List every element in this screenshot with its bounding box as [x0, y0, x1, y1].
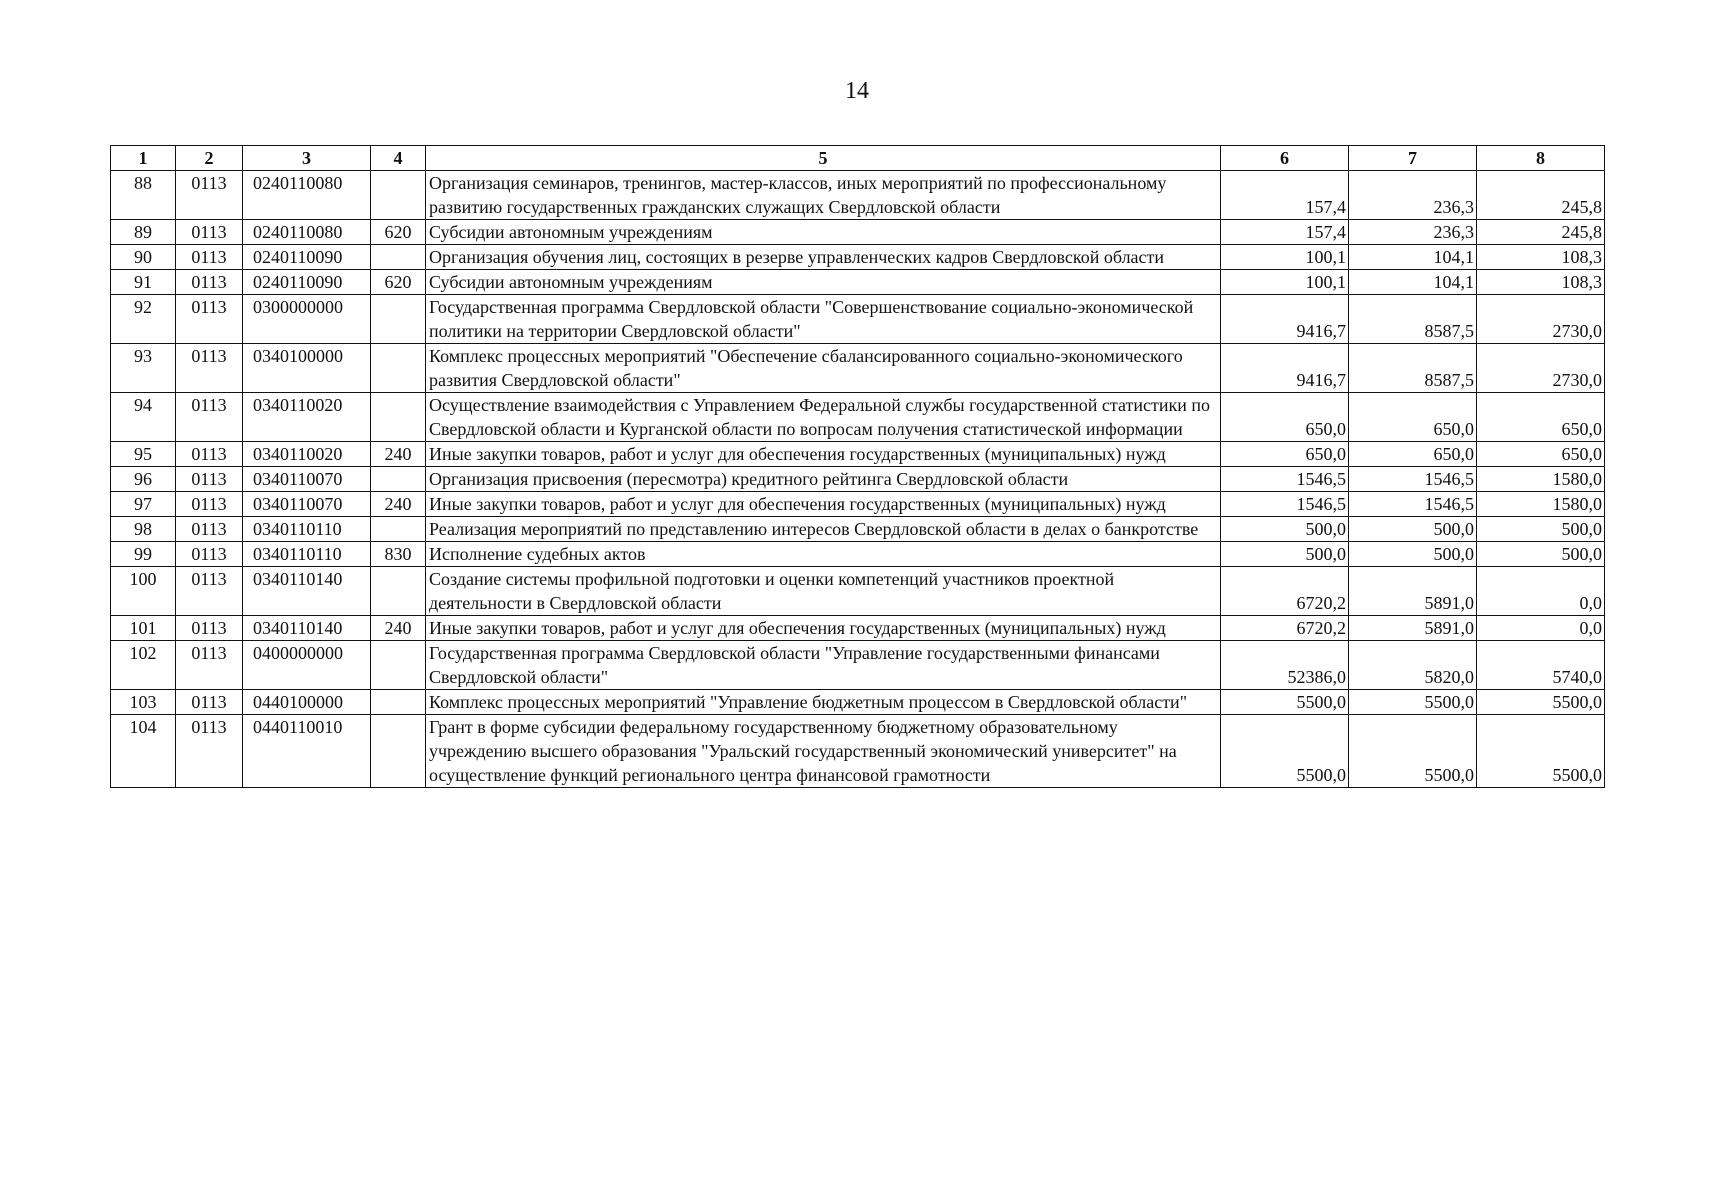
- section-code: 0113: [176, 344, 243, 393]
- expense-type-code: [371, 690, 426, 715]
- item-name: Грант в форме субсидии федеральному государственному бюджетному образовательному учреждению высшего образования "Уральский государственный экономический университет" на осуществление функций регионального центра финансовой грамотности: [426, 715, 1221, 788]
- amount-col-8: 1580,0: [1477, 492, 1605, 517]
- amount-col-7: 650,0: [1349, 393, 1477, 442]
- row-number: 104: [111, 715, 176, 788]
- item-name: Исполнение судебных актов: [426, 542, 1221, 567]
- row-number: 97: [111, 492, 176, 517]
- item-name: Создание системы профильной подготовки и оценки компетенций участников проектной деятельности в Свердловской области: [426, 567, 1221, 616]
- expense-type-code: 240: [371, 616, 426, 641]
- amount-col-6: 5500,0: [1221, 715, 1349, 788]
- target-article-code: 0440110010: [243, 715, 371, 788]
- amount-col-6: 650,0: [1221, 393, 1349, 442]
- target-article-code: 0240110090: [243, 270, 371, 295]
- item-name: Государственная программа Свердловской области "Управление государственными финансами Свердловской области": [426, 641, 1221, 690]
- table-row: [111, 467, 1605, 492]
- amount-col-6: 6720,2: [1221, 616, 1349, 641]
- header-row: [111, 146, 1605, 171]
- table-row: [111, 344, 1605, 393]
- section-code: 0113: [176, 467, 243, 492]
- table-row: [111, 393, 1605, 442]
- row-number: 91: [111, 270, 176, 295]
- table-row: [111, 245, 1605, 270]
- amount-col-7: 236,3: [1349, 220, 1477, 245]
- target-article-code: 0340110070: [243, 467, 371, 492]
- item-name: Субсидии автономным учреждениям: [426, 270, 1221, 295]
- row-number: 98: [111, 517, 176, 542]
- table-row: [111, 542, 1605, 567]
- row-number: 90: [111, 245, 176, 270]
- section-code: 0113: [176, 442, 243, 467]
- amount-col-7: 1546,5: [1349, 467, 1477, 492]
- row-number: 96: [111, 467, 176, 492]
- table-row: [111, 492, 1605, 517]
- amount-col-7: 5820,0: [1349, 641, 1477, 690]
- row-number: 93: [111, 344, 176, 393]
- amount-col-8: 500,0: [1477, 517, 1605, 542]
- table-body: [111, 171, 1605, 788]
- amount-col-6: 1546,5: [1221, 492, 1349, 517]
- amount-col-6: 157,4: [1221, 220, 1349, 245]
- table-row: [111, 171, 1605, 220]
- amount-col-6: 157,4: [1221, 171, 1349, 220]
- amount-col-8: 2730,0: [1477, 295, 1605, 344]
- amount-col-8: 245,8: [1477, 171, 1605, 220]
- amount-col-6: 52386,0: [1221, 641, 1349, 690]
- amount-col-6: 500,0: [1221, 542, 1349, 567]
- expense-type-code: [371, 467, 426, 492]
- header-col-7: 7: [1349, 146, 1477, 171]
- target-article-code: 0400000000: [243, 641, 371, 690]
- amount-col-6: 100,1: [1221, 245, 1349, 270]
- expense-type-code: 830: [371, 542, 426, 567]
- target-article-code: 0340100000: [243, 344, 371, 393]
- section-code: 0113: [176, 220, 243, 245]
- table-row: [111, 715, 1605, 788]
- item-name: Комплекс процессных мероприятий "Управление бюджетным процессом в Свердловской области": [426, 690, 1221, 715]
- target-article-code: 0340110020: [243, 393, 371, 442]
- target-article-code: 0340110020: [243, 442, 371, 467]
- item-name: Организация обучения лиц, состоящих в резерве управленческих кадров Свердловской области: [426, 245, 1221, 270]
- expense-type-code: 620: [371, 220, 426, 245]
- amount-col-8: 5740,0: [1477, 641, 1605, 690]
- amount-col-7: 650,0: [1349, 442, 1477, 467]
- row-number: 89: [111, 220, 176, 245]
- item-name: Реализация мероприятий по представлению интересов Свердловской области в делах о банкротстве: [426, 517, 1221, 542]
- section-code: 0113: [176, 171, 243, 220]
- amount-col-7: 236,3: [1349, 171, 1477, 220]
- amount-col-6: 9416,7: [1221, 295, 1349, 344]
- expense-type-code: [371, 171, 426, 220]
- header-col-8: 8: [1477, 146, 1605, 171]
- section-code: 0113: [176, 393, 243, 442]
- row-number: 102: [111, 641, 176, 690]
- row-number: 92: [111, 295, 176, 344]
- section-code: 0113: [176, 641, 243, 690]
- header-col-6: 6: [1221, 146, 1349, 171]
- amount-col-6: 9416,7: [1221, 344, 1349, 393]
- amount-col-6: 5500,0: [1221, 690, 1349, 715]
- amount-col-8: 5500,0: [1477, 715, 1605, 788]
- amount-col-8: 650,0: [1477, 442, 1605, 467]
- expense-type-code: [371, 344, 426, 393]
- amount-col-7: 8587,5: [1349, 295, 1477, 344]
- row-number: 94: [111, 393, 176, 442]
- target-article-code: 0300000000: [243, 295, 371, 344]
- amount-col-7: 5891,0: [1349, 616, 1477, 641]
- amount-col-8: 1580,0: [1477, 467, 1605, 492]
- amount-col-6: 650,0: [1221, 442, 1349, 467]
- amount-col-6: 500,0: [1221, 517, 1349, 542]
- section-code: 0113: [176, 690, 243, 715]
- item-name: Иные закупки товаров, работ и услуг для обеспечения государственных (муниципальных) нужд: [426, 492, 1221, 517]
- target-article-code: 0240110080: [243, 220, 371, 245]
- item-name: Осуществление взаимодействия с Управлением Федеральной службы государственной статистики по Свердловской области и Курганской области по вопросам получения статистической информации: [426, 393, 1221, 442]
- row-number: 101: [111, 616, 176, 641]
- target-article-code: 0340110110: [243, 517, 371, 542]
- table-row: [111, 641, 1605, 690]
- amount-col-8: 108,3: [1477, 270, 1605, 295]
- expense-type-code: [371, 567, 426, 616]
- target-article-code: 0240110080: [243, 171, 371, 220]
- target-article-code: 0240110090: [243, 245, 371, 270]
- expense-type-code: 240: [371, 442, 426, 467]
- amount-col-7: 5500,0: [1349, 690, 1477, 715]
- amount-col-8: 650,0: [1477, 393, 1605, 442]
- expense-type-code: [371, 641, 426, 690]
- target-article-code: 0340110140: [243, 567, 371, 616]
- table-row: [111, 442, 1605, 467]
- amount-col-7: 500,0: [1349, 542, 1477, 567]
- row-number: 103: [111, 690, 176, 715]
- target-article-code: 0340110070: [243, 492, 371, 517]
- target-article-code: 0440100000: [243, 690, 371, 715]
- section-code: 0113: [176, 270, 243, 295]
- amount-col-7: 500,0: [1349, 517, 1477, 542]
- table-row: [111, 616, 1605, 641]
- item-name: Государственная программа Свердловской области "Совершенствование социально-экономической политики на территории Свердловской области": [426, 295, 1221, 344]
- amount-col-7: 5500,0: [1349, 715, 1477, 788]
- amount-col-7: 8587,5: [1349, 344, 1477, 393]
- target-article-code: 0340110140: [243, 616, 371, 641]
- amount-col-8: 500,0: [1477, 542, 1605, 567]
- expense-type-code: [371, 245, 426, 270]
- amount-col-6: 6720,2: [1221, 567, 1349, 616]
- item-name: Комплекс процессных мероприятий "Обеспечение сбалансированного социально-экономического развития Свердловской области": [426, 344, 1221, 393]
- budget-table: [110, 145, 1605, 788]
- expense-type-code: 240: [371, 492, 426, 517]
- header-col-1: 1: [111, 146, 176, 171]
- table-row: [111, 690, 1605, 715]
- section-code: 0113: [176, 492, 243, 517]
- expense-type-code: [371, 393, 426, 442]
- header-col-2: 2: [176, 146, 243, 171]
- page-number: 14: [845, 78, 869, 104]
- amount-col-7: 5891,0: [1349, 567, 1477, 616]
- amount-col-8: 5500,0: [1477, 690, 1605, 715]
- row-number: 99: [111, 542, 176, 567]
- row-number: 100: [111, 567, 176, 616]
- amount-col-7: 104,1: [1349, 270, 1477, 295]
- expense-type-code: [371, 295, 426, 344]
- amount-col-6: 100,1: [1221, 270, 1349, 295]
- amount-col-7: 104,1: [1349, 245, 1477, 270]
- table-row: [111, 220, 1605, 245]
- expense-type-code: 620: [371, 270, 426, 295]
- section-code: 0113: [176, 542, 243, 567]
- section-code: 0113: [176, 616, 243, 641]
- section-code: 0113: [176, 715, 243, 788]
- item-name: Субсидии автономным учреждениям: [426, 220, 1221, 245]
- amount-col-7: 1546,5: [1349, 492, 1477, 517]
- table-row: [111, 295, 1605, 344]
- amount-col-6: 1546,5: [1221, 467, 1349, 492]
- table-row: [111, 517, 1605, 542]
- item-name: Организация семинаров, тренингов, мастер-классов, иных мероприятий по профессиональному развитию государственных гражданских служащих Свердловской области: [426, 171, 1221, 220]
- item-name: Организация присвоения (пересмотра) кредитного рейтинга Свердловской области: [426, 467, 1221, 492]
- amount-col-8: 245,8: [1477, 220, 1605, 245]
- item-name: Иные закупки товаров, работ и услуг для обеспечения государственных (муниципальных) нужд: [426, 442, 1221, 467]
- expense-type-code: [371, 715, 426, 788]
- amount-col-8: 0,0: [1477, 616, 1605, 641]
- table-row: [111, 270, 1605, 295]
- amount-col-8: 2730,0: [1477, 344, 1605, 393]
- header-col-4: 4: [371, 146, 426, 171]
- header-col-5: 5: [426, 146, 1221, 171]
- section-code: 0113: [176, 517, 243, 542]
- section-code: 0113: [176, 567, 243, 616]
- expense-type-code: [371, 517, 426, 542]
- amount-col-8: 108,3: [1477, 245, 1605, 270]
- item-name: Иные закупки товаров, работ и услуг для обеспечения государственных (муниципальных) нужд: [426, 616, 1221, 641]
- row-number: 95: [111, 442, 176, 467]
- table-row: [111, 567, 1605, 616]
- section-code: 0113: [176, 245, 243, 270]
- header-col-3: 3: [243, 146, 371, 171]
- section-code: 0113: [176, 295, 243, 344]
- row-number: 88: [111, 171, 176, 220]
- amount-col-8: 0,0: [1477, 567, 1605, 616]
- target-article-code: 0340110110: [243, 542, 371, 567]
